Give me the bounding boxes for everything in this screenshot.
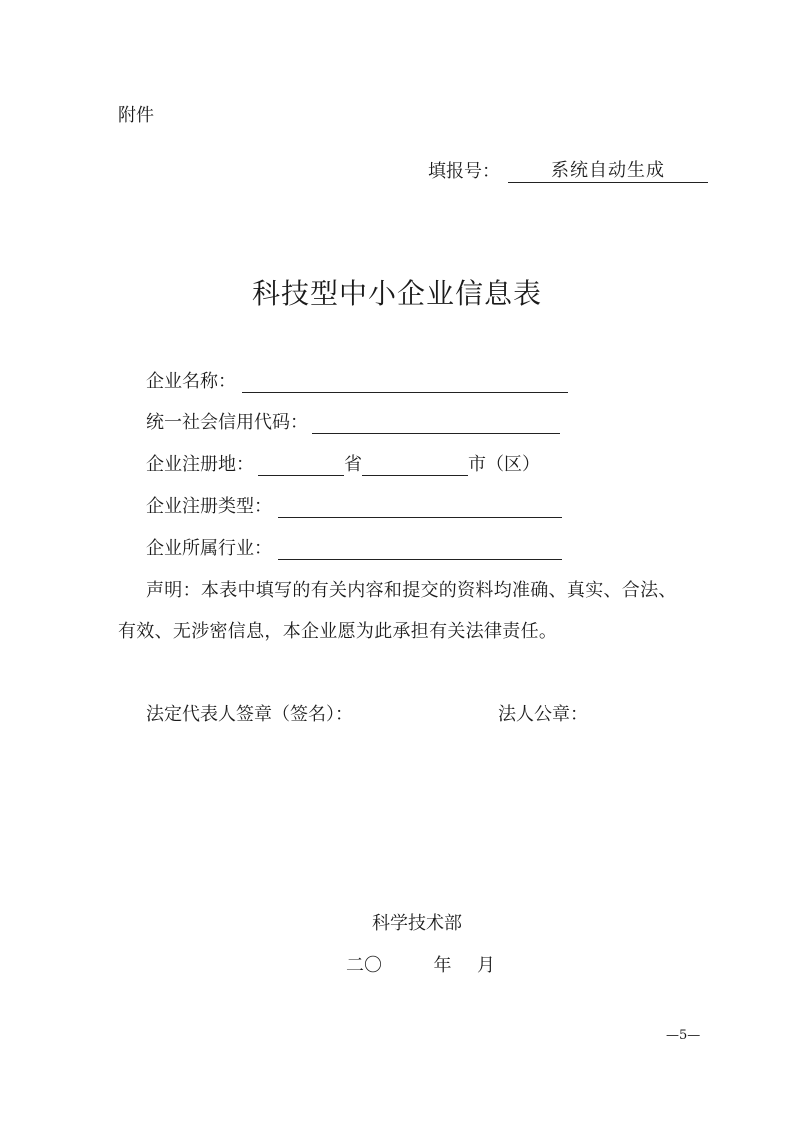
declaration-line-2: 有效、无涉密信息，本企业愿为此承担有关法律责任。: [118, 621, 558, 642]
declaration-line-1: 声明：本表中填写的有关内容和提交的资料均准确、真实、合法、: [146, 580, 677, 601]
page-number: —5—: [666, 1028, 701, 1043]
company-name-row: [146, 371, 568, 393]
registered-type-row: [146, 496, 562, 518]
corporate-seal: 法人公章：: [498, 704, 588, 725]
attachment-label: 附件: [118, 105, 154, 126]
page-title: 科技型中小企业信息表: [251, 277, 542, 310]
registered-place-row: [146, 454, 540, 476]
industry-label: 企业所属行业：: [146, 538, 272, 559]
industry-row: [146, 538, 562, 560]
city-field[interactable]: [362, 455, 468, 476]
province-field[interactable]: [258, 455, 344, 476]
industry-field[interactable]: [278, 539, 562, 560]
date-line: [346, 955, 495, 977]
report-number: [428, 160, 708, 183]
year-suffix: 年: [433, 955, 452, 976]
registered-place-label: 企业注册地：: [146, 454, 254, 475]
city-suffix: 市（区）: [468, 454, 540, 475]
report-number-label: 填报号：: [428, 161, 500, 182]
credit-code-row: [146, 412, 560, 434]
credit-code-label: 统一社会信用代码：: [146, 412, 308, 433]
registered-type-field[interactable]: [278, 497, 562, 518]
credit-code-field[interactable]: [312, 413, 560, 434]
legal-rep-signature: 法定代表人签章（签名）：: [146, 704, 353, 725]
company-name-label: 企业名称：: [146, 371, 236, 392]
province-suffix: 省: [344, 454, 362, 475]
registered-type-label: 企业注册类型：: [146, 496, 272, 517]
issuer: 科学技术部: [372, 913, 462, 934]
report-number-value[interactable]: 系统自动生成: [508, 160, 708, 183]
month-suffix: 月: [476, 955, 495, 976]
year-prefix: 二〇: [346, 955, 382, 976]
company-name-field[interactable]: [242, 372, 568, 393]
